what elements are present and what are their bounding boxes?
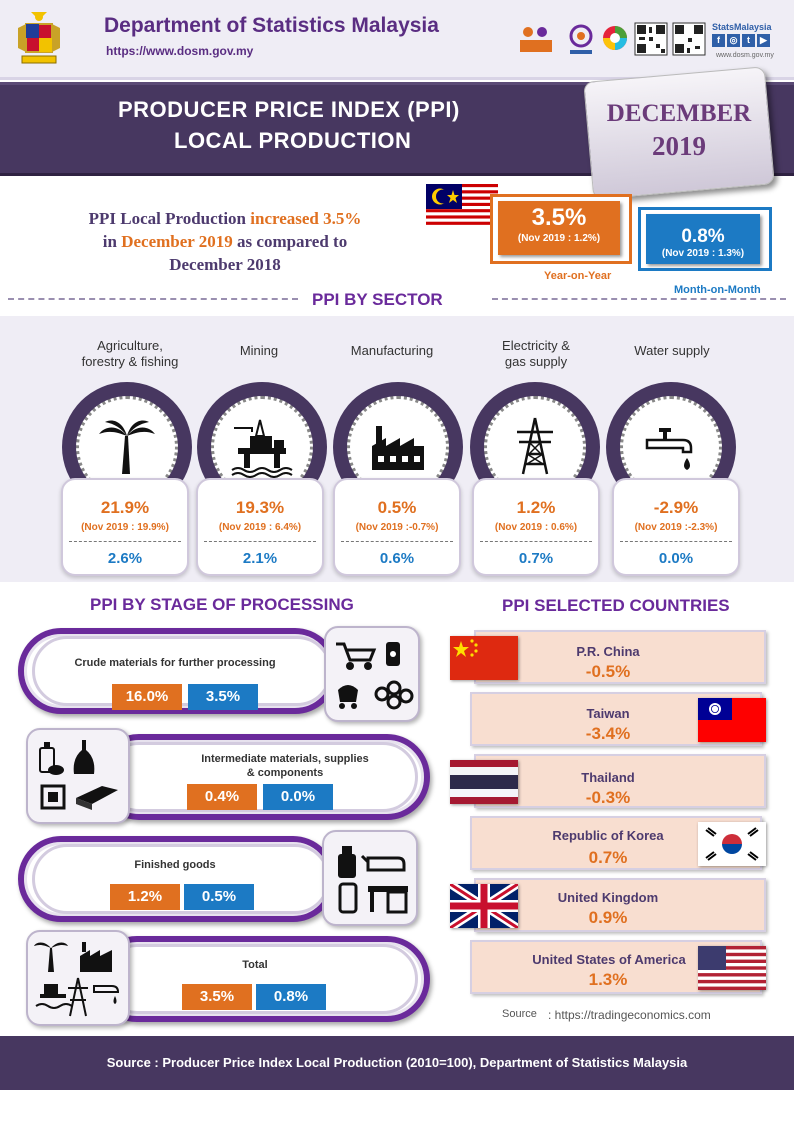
raw-materials-icon: [330, 632, 414, 716]
divider: [8, 298, 298, 300]
yoy-previous: (Nov 2019 : 1.2%): [517, 233, 601, 244]
sector-mom-value: 0.0%: [658, 550, 694, 567]
facebook-icon[interactable]: f: [712, 34, 725, 47]
stage-label: [150, 752, 420, 780]
stage-label: Total: [242, 959, 268, 971]
sector-name-line: gas supply: [504, 354, 568, 369]
sector-name-line: forestry & fishing: [81, 354, 179, 369]
intermediate-materials-icon: [32, 734, 124, 818]
summary-text-part: as compared to: [232, 232, 348, 251]
stage-mom-badge: 0.5%: [184, 884, 254, 910]
mom-previous: (Nov 2019 : 1.3%): [661, 248, 745, 259]
sector-mom-value: 2.1%: [242, 550, 278, 567]
malaysia-coat-of-arms-icon: [14, 8, 64, 70]
power-tower-icon: [503, 414, 567, 478]
country-value: -0.3%: [585, 788, 631, 807]
divider: [492, 298, 786, 300]
country-value: 0.7%: [588, 848, 628, 867]
country-name: Thailand: [581, 770, 635, 785]
summary-text-part: PPI Local Production: [88, 209, 251, 228]
page-title: PRODUCER PRICE INDEX (PPI): [118, 97, 460, 122]
statsmalaysia-label: StatsMalaysia: [712, 22, 772, 32]
statsmalaysia-url[interactable]: www.dosm.gov.my: [716, 52, 774, 59]
stage-yoy-badge: 3.5%: [182, 984, 252, 1010]
sector-previous-value: (Nov 2019 : 6.4%): [218, 522, 302, 533]
sector-previous-value: (Nov 2019 :-2.3%): [634, 522, 718, 533]
country-value: -3.4%: [585, 724, 631, 743]
yoy-label: Year-on-Year: [544, 270, 612, 282]
country-value: 1.3%: [588, 970, 628, 989]
stage-mom-badge: 0.8%: [256, 984, 326, 1010]
divider: [69, 541, 181, 542]
china-flag-icon: [450, 636, 518, 680]
all-sectors-icon: [32, 936, 124, 1020]
sector-previous-value: (Nov 2019 : 0.6%): [494, 522, 578, 533]
sector-name-line: Mining: [239, 343, 279, 358]
countries-section-title: PPI SELECTED COUNTRIES: [502, 596, 730, 615]
department-url[interactable]: https://www.dosm.gov.my: [106, 44, 254, 58]
mom-value: 0.8%: [681, 226, 725, 247]
page-subtitle: LOCAL PRODUCTION: [174, 128, 412, 153]
oil-rig-icon: [230, 414, 294, 478]
country-name: Taiwan: [586, 706, 630, 721]
sector-name: [468, 338, 604, 370]
stage-pill-inner: [32, 636, 332, 706]
stage-mom-badge: 0.0%: [263, 784, 333, 810]
summary-highlight: increased 3.5%: [250, 209, 362, 228]
stage-pill-inner: [32, 844, 330, 914]
stage-yoy-badge: 1.2%: [110, 884, 180, 910]
summary-text-part: in: [102, 232, 122, 251]
sector-yoy-value: 21.9%: [100, 498, 150, 517]
countries-source-url[interactable]: : https://tradingeconomics.com: [548, 1008, 711, 1022]
palm-tree-icon: [95, 414, 159, 478]
stage-yoy-badge: 0.4%: [187, 784, 257, 810]
sector-name: [324, 343, 460, 359]
sector-yoy-value: 1.2%: [516, 498, 556, 517]
summary-text-part: December 2018: [169, 255, 281, 274]
summary-highlight: December 2019: [121, 232, 233, 251]
stage-section-title: PPI BY STAGE OF PROCESSING: [90, 595, 354, 614]
stage-label-line: Intermediate materials, supplies: [201, 753, 369, 765]
stage-yoy-badge: 16.0%: [112, 684, 182, 710]
sdg-wheel-icon: [600, 22, 630, 58]
date-year: 2019: [652, 131, 706, 161]
sector-yoy-value: 0.5%: [377, 498, 417, 517]
divider: [204, 541, 316, 542]
sector-section-title: PPI BY SECTOR: [312, 290, 443, 309]
sector-name-line: Water supply: [634, 343, 710, 358]
sector-yoy-value: -2.9%: [653, 498, 699, 517]
qr-code-icon: [672, 22, 706, 58]
finished-goods-icon: [328, 836, 412, 920]
yoy-value: 3.5%: [531, 204, 587, 231]
divider: [620, 541, 732, 542]
sector-name-line: Electricity &: [502, 338, 570, 353]
youtube-icon[interactable]: ▶: [757, 34, 770, 47]
summary-statement: [50, 207, 400, 276]
factory-icon: [366, 414, 430, 478]
footer-source: Source : Producer Price Index Local Production (2010=100), Department of Statistics Malaysia: [106, 1055, 688, 1070]
divider: [480, 541, 592, 542]
sector-name: [191, 343, 327, 359]
thailand-flag-icon: [450, 760, 518, 804]
sector-mom-value: 0.7%: [518, 550, 554, 567]
usa-flag-icon: [698, 946, 766, 990]
country-value: 0.9%: [588, 908, 628, 927]
sector-name-line: Agriculture,: [97, 338, 163, 353]
date-month: DECEMBER: [606, 100, 752, 127]
sector-name: [604, 343, 740, 359]
stage-label: Crude materials for further processing: [74, 657, 276, 669]
sector-name-line: Manufacturing: [350, 343, 434, 358]
sector-name: [62, 338, 198, 370]
mom-label: Month-on-Month: [674, 284, 761, 296]
country-name: United Kingdom: [557, 890, 659, 905]
instagram-icon[interactable]: ◎: [727, 34, 740, 47]
country-value: -0.5%: [585, 662, 631, 681]
sector-mom-value: 0.6%: [379, 550, 415, 567]
department-name: Department of Statistics Malaysia: [104, 14, 439, 37]
water-tap-icon: [639, 414, 703, 478]
stage-mom-badge: 3.5%: [188, 684, 258, 710]
malaysia-flag-icon: [426, 184, 498, 228]
stage-label-line: & components: [246, 767, 324, 779]
stage-label: Finished goods: [134, 859, 216, 871]
sector-previous-value: (Nov 2019 :-0.7%): [355, 522, 439, 533]
sector-yoy-value: 19.3%: [235, 498, 285, 517]
qr-code-icon: [634, 22, 668, 58]
uk-flag-icon: [450, 884, 518, 928]
census-logo-icon: [516, 22, 556, 58]
country-name: United States of America: [532, 952, 686, 967]
korea-flag-icon: [698, 822, 766, 866]
countries-source-label: Source: [502, 1008, 537, 1020]
statistics-day-logo-icon: [566, 22, 596, 58]
divider: [341, 541, 453, 542]
sector-mom-value: 2.6%: [107, 550, 143, 567]
taiwan-flag-icon: [698, 698, 766, 742]
twitter-icon[interactable]: t: [742, 34, 755, 47]
country-name: Republic of Korea: [552, 828, 664, 843]
sector-previous-value: (Nov 2019 : 19.9%): [81, 522, 169, 533]
country-name: P.R. China: [576, 644, 640, 659]
